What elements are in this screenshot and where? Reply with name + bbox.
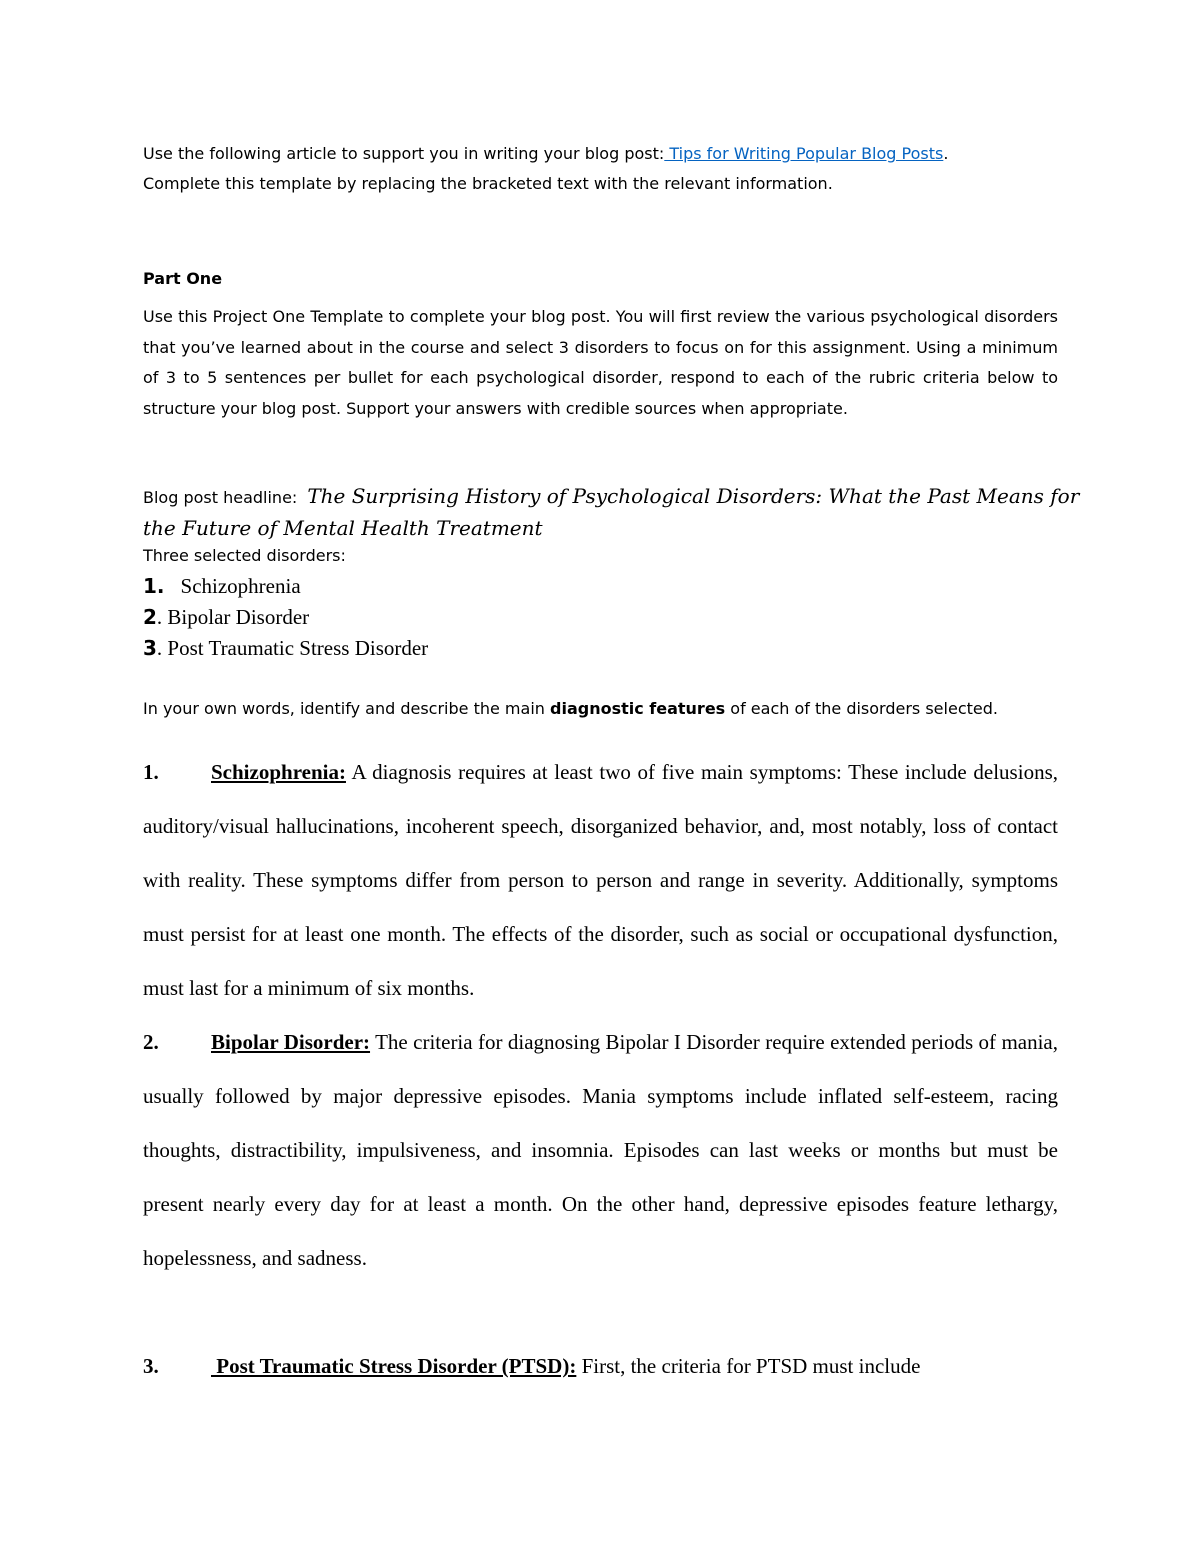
selected-name-2: . Bipolar Disorder <box>156 605 310 629</box>
intro-period: . <box>943 144 949 163</box>
headline-text-1: The Surprising History of Psychological Disorders: What the Past Means for <box>307 484 1080 508</box>
intro-text: Use the following article to support you in writing your blog post: <box>143 144 665 163</box>
intro-line-1 <box>143 144 1058 163</box>
disorder-2-paragraph <box>143 1015 1058 1285</box>
disorder-3-paragraph <box>143 1339 1058 1393</box>
prompt-before: In your own words, identify and describe the main <box>143 699 550 718</box>
selected-name-1: Schizophrenia <box>180 574 301 598</box>
part-one-paragraph: Use this Project One Template to complete your blog post. You will first review the various psychological disorders that you’ve learned about in the course and select 3 disorders to focus on for this assignment. Using a minimum of 3 to 5 sentences per bullet for each psychological disorder, respond to each of the rubric criteria below to structure your blog post. Support your answers with credible sources when appropriate. <box>143 307 1058 418</box>
selected-disorder-3 <box>143 636 1058 661</box>
selected-disorder-1 <box>143 574 1058 599</box>
disorder-2-text: The criteria for diagnosing Bipolar I Disorder require extended periods of mania, usually followed by major depressive episodes. Mania symptoms include inflated self-esteem, racing thoughts, distractibility, impulsiveness, and insomnia. Episodes can last weeks or months but must be present nearly every day for at least a month. On the other hand, depressive episodes feature lethargy, hopelessness, and sadness. <box>143 1030 1059 1270</box>
selected-disorders-label: Three selected disorders: <box>143 546 346 565</box>
blog-headline-line-1 <box>143 480 1080 515</box>
prompt-bold: diagnostic features <box>550 699 726 718</box>
disorder-1-paragraph <box>143 745 1058 1015</box>
prompt-after: of each of the disorders selected. <box>725 699 998 718</box>
blog-headline-line-2: the Future of Mental Health Treatment <box>143 516 543 540</box>
disorder-1-number: 1. <box>143 760 159 784</box>
intro-line-2: Complete this template by replacing the bracketed text with the relevant information. <box>143 174 833 193</box>
disorder-2-number: 2. <box>143 1030 159 1054</box>
tips-article-link[interactable]: Tips for Writing Popular Blog Posts <box>664 144 944 163</box>
part-one-heading: Part One <box>143 269 223 288</box>
selected-name-3: . Post Traumatic Stress Disorder <box>156 636 429 660</box>
disorder-3-text: First, the criteria for PTSD must include <box>576 1354 921 1378</box>
disorder-3-term: Post Traumatic Stress Disorder (PTSD): <box>211 1354 577 1378</box>
selected-num-3: 3 <box>143 636 157 660</box>
disorder-1-term: Schizophrenia: <box>211 760 346 784</box>
selected-num-2: 2 <box>143 605 157 629</box>
selected-num-1: 1. <box>143 574 165 598</box>
diagnostic-prompt <box>143 699 1058 718</box>
disorder-3-number: 3. <box>143 1354 159 1378</box>
selected-disorder-2 <box>143 605 1058 630</box>
headline-label: Blog post headline: <box>143 488 298 507</box>
disorder-2-term: Bipolar Disorder: <box>211 1030 371 1054</box>
disorder-1-text: A diagnosis requires at least two of five main symptoms: These include delusions, auditory/visual hallucinations, incoherent speech, disorganized behavior, and, most notably, loss of contact with reality. These symptoms differ from person to person and range in severity. Additionally, symptoms must persist for at least one month. The effects of the disorder, such as social or occupational dysfunction, must last for a minimum of six months. <box>143 760 1058 1000</box>
